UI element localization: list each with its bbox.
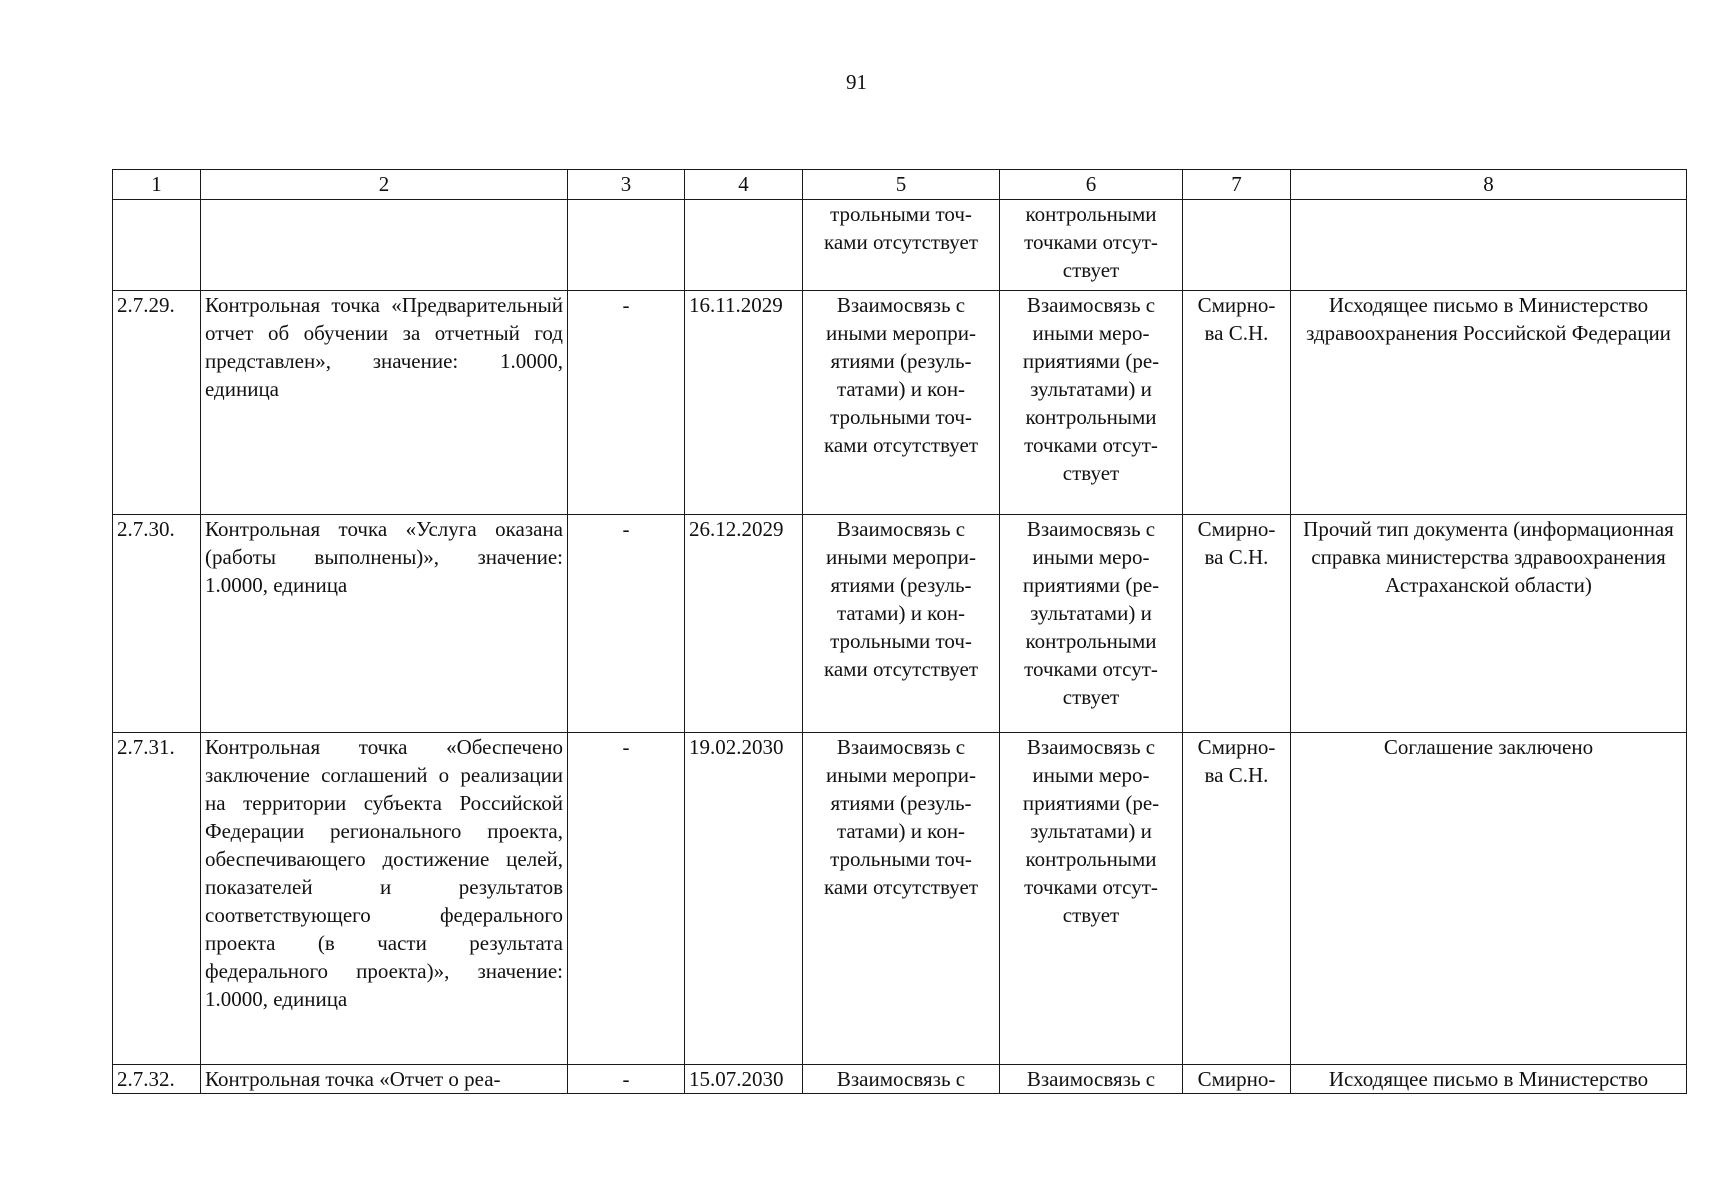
cell-empty [1183, 200, 1291, 291]
column-header: 1 [113, 170, 201, 200]
cell-relation-events: трольными точ- ками отсутствует [803, 200, 1000, 291]
cell-document: Соглашение заключено [1291, 733, 1687, 1065]
cell-control-point-name: Контрольная точка «Отчет о реа- [201, 1065, 568, 1094]
cell-relation-points: Взаимосвязь с [1000, 1065, 1183, 1094]
column-header: 7 [1183, 170, 1291, 200]
cell-col3: - [568, 515, 685, 733]
cell-relation-points: Взаимосвязь с иными меро- приятиями (ре- зультатами) и контрольными точками отсут- ствует [1000, 291, 1183, 515]
cell-col3: - [568, 733, 685, 1065]
control-points-table [112, 169, 1687, 1094]
cell-number: 2.7.30. [113, 515, 201, 733]
column-header: 8 [1291, 170, 1687, 200]
table-row [113, 291, 1687, 515]
column-header: 5 [803, 170, 1000, 200]
cell-document: Исходящее письмо в Министерство [1291, 1065, 1687, 1094]
cell-relation-points: Взаимосвязь с иными меро- приятиями (ре- зультатами) и контрольными точками отсут- ствует [1000, 733, 1183, 1065]
cell-number: 2.7.29. [113, 291, 201, 515]
cell-responsible: Смирно- ва С.Н. [1183, 733, 1291, 1065]
cell-control-point-name: Контрольная точка «Предварительный отчет об обучении за отчетный год представлен», значение: 1.0000, единица [201, 291, 568, 515]
column-header: 6 [1000, 170, 1183, 200]
cell-col3: - [568, 291, 685, 515]
table-row [113, 515, 1687, 733]
cell-date: 15.07.2030 [685, 1065, 803, 1094]
cell-responsible: Смирно- ва С.Н. [1183, 515, 1291, 733]
cell-relation-points: контрольными точками отсут- ствует [1000, 200, 1183, 291]
cell-relation-events: Взаимосвязь с иными меропри- ятиями (резуль- татами) и кон- трольными точ- ками отсутствует [803, 515, 1000, 733]
page-number: 91 [846, 70, 867, 94]
cell-relation-points: Взаимосвязь с иными меро- приятиями (ре- зультатами) и контрольными точками отсут- ствует [1000, 515, 1183, 733]
cell-empty [1291, 200, 1687, 291]
cell-relation-events: Взаимосвязь с иными меропри- ятиями (резуль- татами) и кон- трольными точ- ками отсутствует [803, 291, 1000, 515]
cell-empty [685, 200, 803, 291]
table-row [113, 733, 1687, 1065]
column-number-row [113, 170, 1687, 200]
cell-empty [201, 200, 568, 291]
column-header: 2 [201, 170, 568, 200]
table-row [113, 1065, 1687, 1094]
column-header: 3 [568, 170, 685, 200]
cell-control-point-name: Контрольная точка «Услуга оказана (работы выполнены)», значение: 1.0000, единица [201, 515, 568, 733]
cell-responsible: Смирно- [1183, 1065, 1291, 1094]
cell-relation-events: Взаимосвязь с иными меропри- ятиями (резуль- татами) и кон- трольными точ- ками отсутствует [803, 733, 1000, 1065]
cell-control-point-name: Контрольная точка «Обеспечено заключение соглашений о реализации на территории субъекта Российской Федерации регионального проекта, обеспечивающего достижение целей, показателей и результатов соответствующего федерального проекта (в части результата федерального проекта)», значение: 1.0000, единица [201, 733, 568, 1065]
cell-col3: - [568, 1065, 685, 1094]
cell-responsible: Смирно- ва С.Н. [1183, 291, 1291, 515]
cell-document: Прочий тип документа (информационная справка министерства здравоохранения Астраханской области) [1291, 515, 1687, 733]
cell-document: Исходящее письмо в Министерство здравоохранения Российской Федерации [1291, 291, 1687, 515]
cell-empty [113, 200, 201, 291]
cell-number: 2.7.32. [113, 1065, 201, 1094]
cell-date: 16.11.2029 [685, 291, 803, 515]
cell-date: 26.12.2029 [685, 515, 803, 733]
cell-empty [568, 200, 685, 291]
column-header: 4 [685, 170, 803, 200]
table-row-continuation [113, 200, 1687, 291]
cell-relation-events: Взаимосвязь с [803, 1065, 1000, 1094]
cell-number: 2.7.31. [113, 733, 201, 1065]
cell-date: 19.02.2030 [685, 733, 803, 1065]
